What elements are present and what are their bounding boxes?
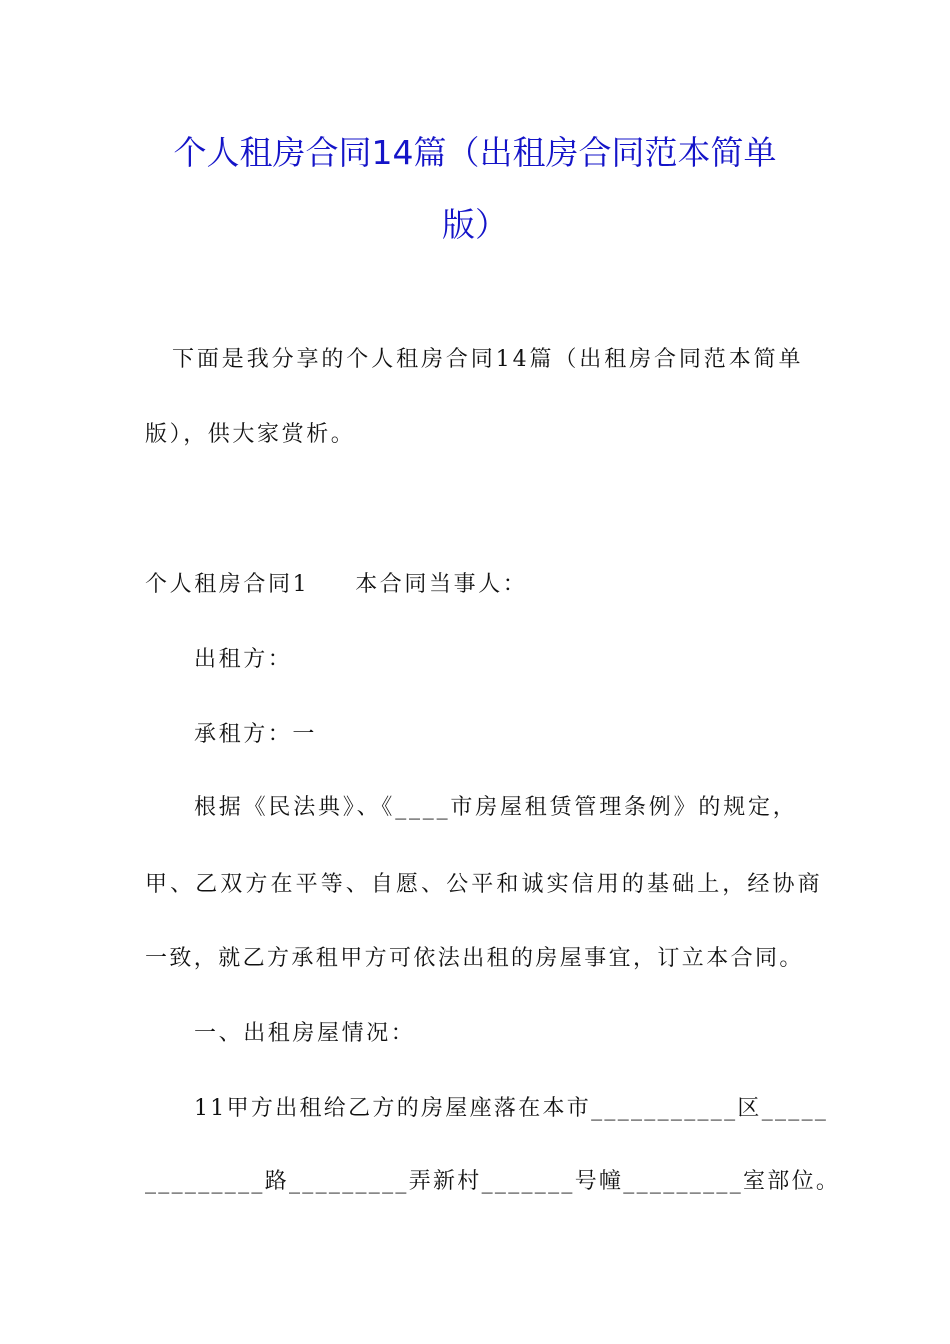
document-title-line-2: 版）: [442, 205, 508, 244]
parties-label: 本合同当事人：: [355, 572, 528, 597]
basis-paragraph-line-3: 一致，就乙方承租甲方可依法出租的房屋事宜，订立本合同。: [145, 946, 804, 971]
basis-paragraph-line-1: 根据《民法典》、《____市房屋租赁管理条例》的规定，: [194, 795, 798, 820]
intro-paragraph-line-2: 版），供大家赏析。: [145, 422, 356, 447]
lessee-label: 承租方：一: [194, 722, 318, 747]
lessor-label: 出租方：: [194, 647, 293, 672]
basis-paragraph-line-2: 甲、乙双方在平等、自愿、公平和诚实信用的基础上，经协商: [145, 872, 823, 897]
contract-heading: 个人租房合同1: [145, 572, 310, 597]
contract-heading-row: [145, 570, 527, 600]
intro-paragraph-line-1: 下面是我分享的个人租房合同14篇（出租房合同范本简单: [172, 347, 804, 372]
clause-11-line-1: 11甲方出租给乙方的房屋座落在本市___________区_____: [194, 1096, 829, 1121]
document-title-line-1: 个人租房合同14篇（出租房合同范本简单: [173, 133, 777, 172]
section-1-heading: 一、出租房屋情况：: [194, 1021, 416, 1046]
clause-11-line-2: _________路_________弄新村_______号幢_________室部位。: [145, 1169, 841, 1194]
